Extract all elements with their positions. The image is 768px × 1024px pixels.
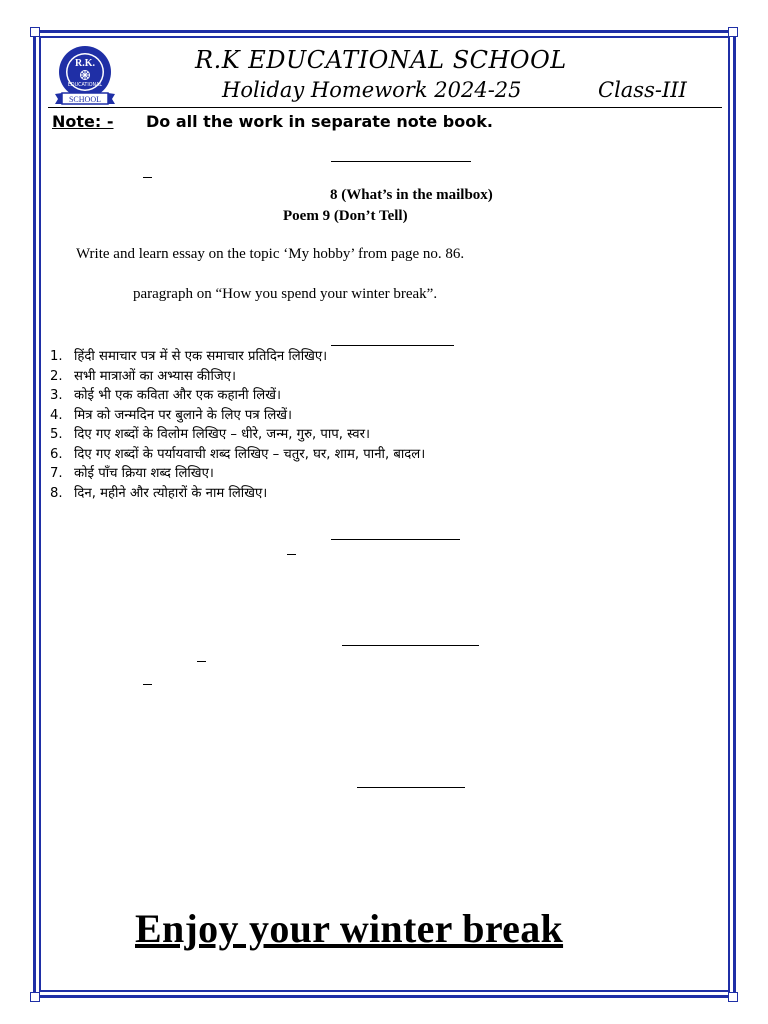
list-item-number: 8. (50, 485, 63, 501)
border-corner-top-right (728, 27, 738, 37)
list-item-text: दिन, महीने और त्योहारों के नाम लिखिए। (74, 485, 268, 501)
note-label: Note: - (52, 112, 114, 131)
list-item-text: मित्र को जन्मदिन पर बुलाने के लिए पत्र लिखें। (74, 407, 293, 423)
closing-message: Enjoy your winter break (135, 906, 564, 951)
dash-mark (197, 661, 206, 662)
english-line-2: Poem 9 (Don’t Tell) (283, 208, 408, 224)
list-item-text: हिंदी समाचार पत्र में से एक समाचार प्रतिदिन लिखिए। (74, 349, 328, 364)
logo-initials: R.K. (75, 58, 95, 69)
hindi-heading-rule (331, 345, 454, 346)
header-divider (48, 107, 722, 108)
logo-banner-text: SCHOOL (68, 94, 102, 104)
list-item (50, 484, 425, 504)
dash-mark (287, 554, 296, 555)
note-text: Do all the work in separate note book. (146, 112, 493, 131)
list-item (50, 445, 425, 465)
page-border-inner (39, 36, 730, 992)
section-heading-rule (357, 787, 465, 788)
border-corner-top-left (30, 27, 40, 37)
wheel-icon (81, 71, 90, 80)
list-item-number: 2. (50, 368, 63, 384)
list-item-number: 5. (50, 427, 63, 442)
border-corner-bottom-left (30, 992, 40, 1002)
english-line-3: Write and learn essay on the topic ‘My hobby’ from page no. 86. (76, 246, 465, 262)
list-item (50, 367, 425, 387)
school-name: R.K EDUCATIONAL SCHOOL (195, 46, 567, 74)
dash-mark (143, 684, 152, 685)
list-item-number: 3. (50, 388, 63, 403)
school-logo (52, 44, 118, 106)
list-item-text: कोई पाँच क्रिया शब्द लिखिए। (74, 466, 214, 481)
homework-title: Holiday Homework 2024-25 (222, 78, 522, 102)
section-heading-rule (331, 539, 460, 540)
list-item-number: 7. (50, 466, 63, 481)
list-item-text: दिए गए शब्दों के विलोम लिखिए – धीरे, जन्म, गुरु, पाप, स्वर। (74, 427, 370, 442)
list-item-text: कोई भी एक कविता और एक कहानी लिखें। (74, 388, 282, 403)
english-heading-rule (331, 161, 471, 162)
list-item-text: सभी मात्राओं का अभ्यास कीजिए। (74, 368, 236, 384)
section-heading-rule (342, 645, 479, 646)
dash-mark (143, 177, 152, 178)
hindi-task-list (50, 347, 425, 503)
class-label: Class-III (598, 78, 687, 102)
list-item (50, 406, 425, 426)
list-item (50, 386, 425, 406)
list-item-number: 6. (50, 446, 63, 462)
english-line-1: 8 (What’s in the mailbox) (330, 187, 493, 203)
list-item (50, 425, 425, 445)
logo-ring-text: EDUCATIONAL (67, 83, 103, 88)
list-item (50, 347, 425, 367)
list-item-number: 4. (50, 407, 63, 423)
list-item-number: 1. (50, 349, 63, 364)
english-line-4: paragraph on “How you spend your winter break”. (133, 286, 438, 302)
list-item-text: दिए गए शब्दों के पर्यायवाची शब्द लिखिए – चतुर, घर, शाम, पानी, बादल। (74, 446, 426, 462)
list-item (50, 464, 425, 484)
border-corner-bottom-right (728, 992, 738, 1002)
